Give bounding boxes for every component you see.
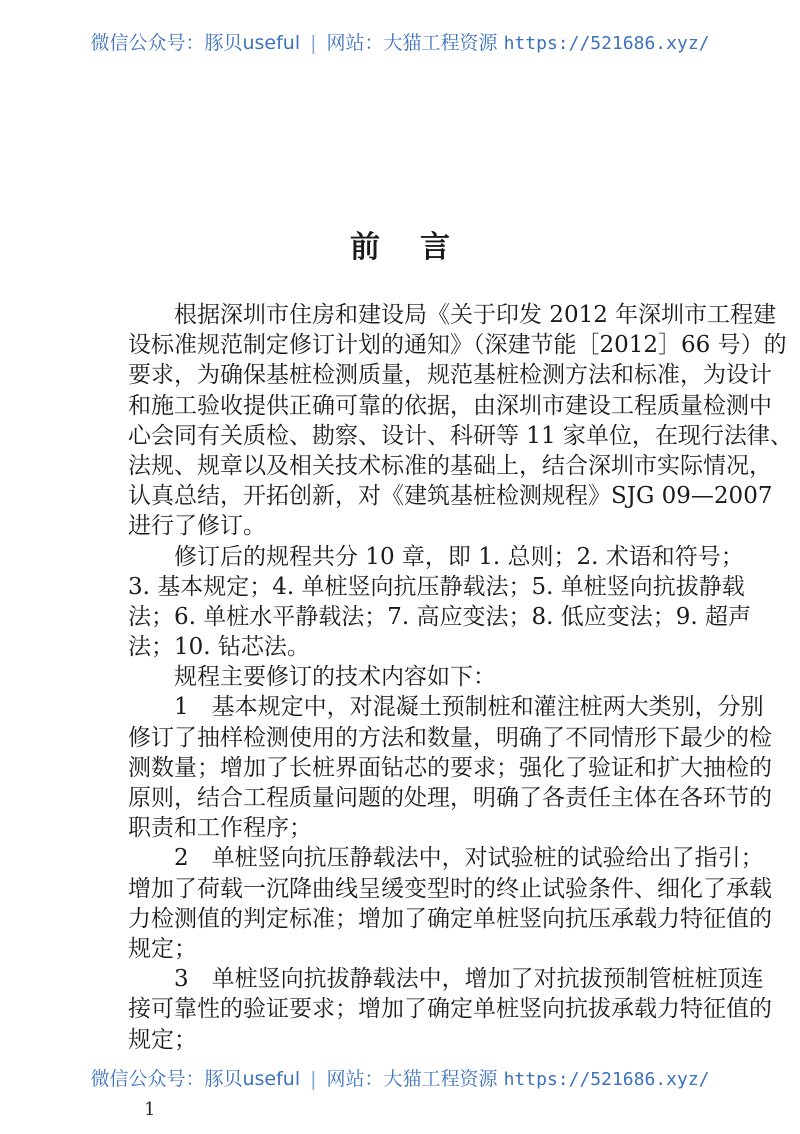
paragraph — [128, 542, 752, 663]
text-line: 心会同有关质检、勘察、设计、科研等 11 家单位，在现行法律、 — [128, 422, 793, 449]
watermark-site: 网站：大猫工程资源 — [326, 32, 498, 54]
text-line: 认真总结，开拓创新，对《建筑基桩检测规程》SJG 09—2007 — [128, 483, 773, 510]
text-line: 法规、规章以及相关技术标准的基础上，结合深圳市实际情况， — [128, 452, 772, 479]
paragraph — [128, 300, 793, 542]
watermark-url[interactable]: https://521686.xyz/ — [503, 1069, 710, 1090]
document-body — [128, 300, 793, 1055]
watermark-wechat: 微信公众号：豚贝useful — [90, 1068, 301, 1090]
watermark-wechat: 微信公众号：豚贝useful — [90, 32, 301, 54]
watermark-url[interactable]: https://521686.xyz/ — [503, 33, 710, 54]
text-line: 2 单桩竖向抗压静载法中，对试验桩的试验给出了指引； — [174, 845, 764, 872]
watermark-footer — [0, 1064, 800, 1091]
text-line: 法；10. 钻芯法。 — [128, 634, 310, 661]
text-line: 进行了修订。 — [128, 513, 266, 540]
paragraph — [128, 843, 772, 964]
watermark-separator: | — [310, 1068, 317, 1090]
paragraph — [128, 692, 772, 843]
text-line: 修订后的规程共分 10 章，即 1. 总则；2. 术语和符号； — [174, 543, 744, 570]
text-line: 力检测值的判定标准；增加了确定单桩竖向抗压承载力特征值的 — [128, 905, 772, 932]
text-line: 规定； — [128, 1026, 197, 1053]
text-line: 规程主要修订的技术内容如下： — [174, 664, 496, 691]
text-line: 接可靠性的验证要求；增加了确定单桩竖向抗拔承载力特征值的 — [128, 996, 772, 1023]
text-line: 职责和工作程序； — [128, 815, 312, 842]
text-line: 原则，结合工程质量问题的处理，明确了各责任主体在各环节的 — [128, 785, 772, 811]
text-line: 3 单桩竖向抗拔静载法中，增加了对抗拔预制管桩桩顶连 — [174, 966, 764, 993]
text-line: 3. 基本规定；4. 单桩竖向抗压静载法；5. 单桩竖向抗拔静载 — [128, 573, 745, 600]
text-line: 增加了荷载一沉降曲线呈缓变型时的终止试验条件、细化了承载 — [128, 875, 772, 902]
text-line: 根据深圳市住房和建设局《关于印发 2012 年深圳市工程建 — [174, 302, 777, 328]
watermark-separator: | — [310, 32, 317, 54]
watermark-site: 网站：大猫工程资源 — [326, 1068, 498, 1090]
paragraph — [128, 662, 684, 692]
text-line: 规定； — [128, 935, 197, 962]
text-line: 测数量；增加了长桩界面钻芯的要求；强化了验证和扩大抽检的 — [128, 754, 772, 781]
watermark-header — [0, 28, 800, 55]
text-line: 修订了抽样检测使用的方法和数量，明确了不同情形下最少的检 — [128, 724, 772, 751]
page-number: 1 — [144, 1099, 156, 1120]
text-line: 和施工验收提供正确可靠的依据，由深圳市建设工程质量检测中 — [128, 392, 772, 419]
text-line: 设标准规范制定修订计划的通知》（深建节能［2012］66 号）的 — [128, 332, 787, 359]
page-title: 前言 — [350, 230, 490, 265]
paragraph — [128, 964, 772, 1055]
text-line: 法；6. 单桩水平静载法；7. 高应变法；8. 低应变法；9. 超声 — [128, 603, 752, 630]
text-line: 1 基本规定中，对混凝土预制桩和灌注桩两大类别，分别 — [174, 694, 764, 721]
text-line: 要求，为确保基桩检测质量，规范基桩检测方法和标准，为设计 — [128, 362, 772, 389]
